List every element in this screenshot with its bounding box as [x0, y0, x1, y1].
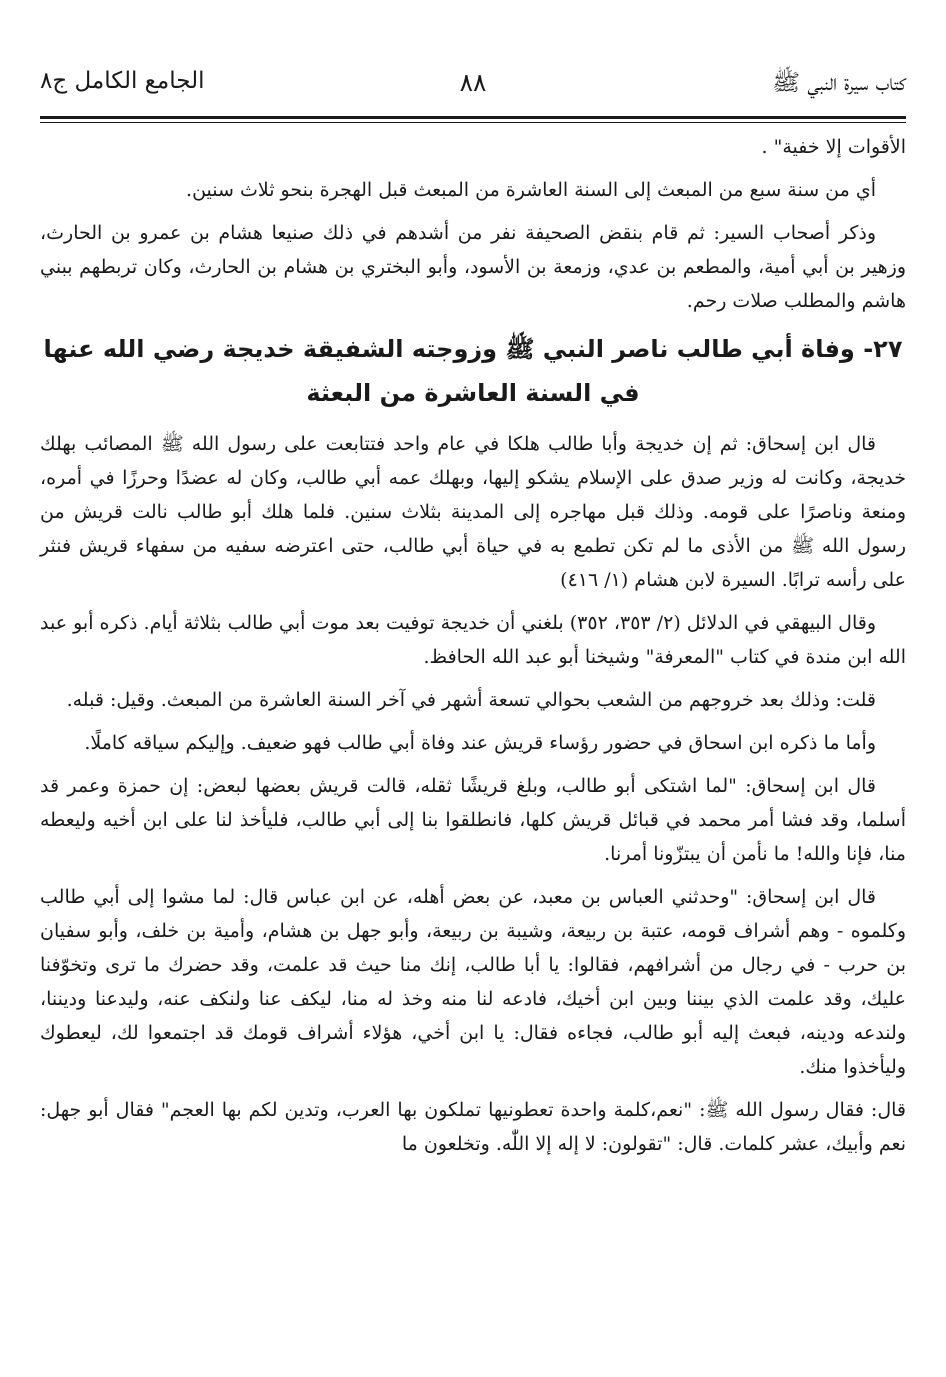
section-heading: ٢٧- وفاة أبي طالب ناصر النبي ﷺ وزوجته الشفيقة خديجة رضي الله عنها في السنة العاشرة من البعثة — [43, 335, 903, 407]
paragraph: وذكر أصحاب السير: ثم قام بنقض الصحيفة نفر من أشدهم في ذلك صنيعا هشام بن عمرو بن الحارث، وزهير بن أبي أمية، والمطعم بن عدي، وزمعة بن الأسود، وأبو البختري بن هشام بن الحارث، وكان تربطهم ببني هاشم والمطلب صلات رحم. — [40, 222, 906, 312]
volume-label: الجامع الكامل ج٨ — [40, 68, 205, 94]
paragraph: وأما ما ذكره ابن اسحاق في حضور رؤساء قريش عند وفاة أبي طالب فهو ضعيف. وإليكم سياقه كاملًا. — [84, 732, 876, 754]
paragraph: قال ابن إسحاق: ثم إن خديجة وأبا طالب هلكا في عام واحد فتتابعت على رسول الله ﷺ المصائب بهلك خديجة، وكانت له وزير صدق على الإسلام يشكو إليها، وبهلك عمه أبي طالب، وكان له عضدًا وحرزًا في أمره، ومنعة وناصرًا على قومه. وذلك قبل مهاجره إلى المدينة بثلاث سنين. فلما هلك أبو طالب نالت قريش من رسول الله ﷺ من الأذى ما لم تكن تطمع به في حياة أبي طالب، حتى اعترضه سفيه من سفهاء قريش فنثر على رأسه ترابًا. السيرة لابن هشام (١/ ٤١٦) — [40, 433, 906, 591]
paragraph: أي من سنة سبع من المبعث إلى السنة العاشرة من المبعث قبل الهجرة بنحو ثلاث سنين. — [186, 179, 876, 201]
page-number: ٨٨ — [459, 68, 487, 97]
paragraph: وقال البيهقي في الدلائل (٢/ ٣٥٣، ٣٥٢) بلغني أن خديجة توفيت بعد موت أبي طالب بثلاثة أيام. ذكره أبو عبد الله ابن مندة في كتاب "المعرفة" وشيخنا أبو عبد الله الحافظ. — [40, 612, 906, 668]
paragraph: قال: فقال رسول الله ﷺ: "نعم،كلمة واحدة تعطونيها تملكون بها العرب، وتدين لكم بها العجم" فقال أبو جهل: نعم وأبيك، عشر كلمات. قال: "تقولون: لا إله إلا اللّٰه. وتخلعون ما — [40, 1099, 906, 1155]
book-title: كتاب سيرة النبي ﷺ — [772, 70, 906, 96]
paragraph: قال ابن إسحاق: "وحدثني العباس بن معبد، عن بعض أهله، عن ابن عباس قال: لما مشوا إلى أبي طالب وكلموه - وهم أشراف قومه، عتبة بن ربيعة، وشيبة بن ربيعة، وأبو جهل بن هشام، وأمية بن خلف، وأبو سفيان بن حرب - في رجال من أشرافهم، فقالوا: يا أبا طالب، إنك منا حيث قد علمت، وقد حضرك ما ترى وتخوّفنا عليك، وقد علمت الذي بيننا وبين ابن أخيك، فادعه لنا منه وخذ له منا، ليكف عنا ولنكف عنه، وليدعنا وديننا، ولندعه ودينه، فبعث إليه أبو طالب، فجاءه فقال: يا ابن أخي، هؤلاء أشراف قومك قد اجتمعوا لك، ليعطوك وليأخذوا منك. — [40, 886, 906, 1078]
paragraph: قال ابن إسحاق: "لما اشتكى أبو طالب، وبلغ قريشًا ثقله، قالت قريش بعضها لبعض: إن حمزة وعمر قد أسلما، وقد فشا أمر محمد في قبائل قريش كلها، فانطلقوا بنا إلى أبي طالب، فليأخذ لنا على ابن أخيه وليعطه منا، فإنا والله! ما نأمن أن يبتزّونا أمرنا. — [40, 775, 906, 865]
running-header — [40, 68, 906, 108]
paragraph: قلت: وذلك بعد خروجهم من الشعب بحوالي تسعة أشهر في آخر السنة العاشرة من المبعث. وقيل: قبله. — [66, 689, 876, 711]
book-page — [40, 0, 906, 1377]
page-body — [40, 130, 906, 1170]
header-rule-thick — [40, 116, 906, 119]
header-rule-thin — [40, 122, 906, 123]
paragraph: الأقوات إلا خفية" . — [761, 136, 906, 158]
